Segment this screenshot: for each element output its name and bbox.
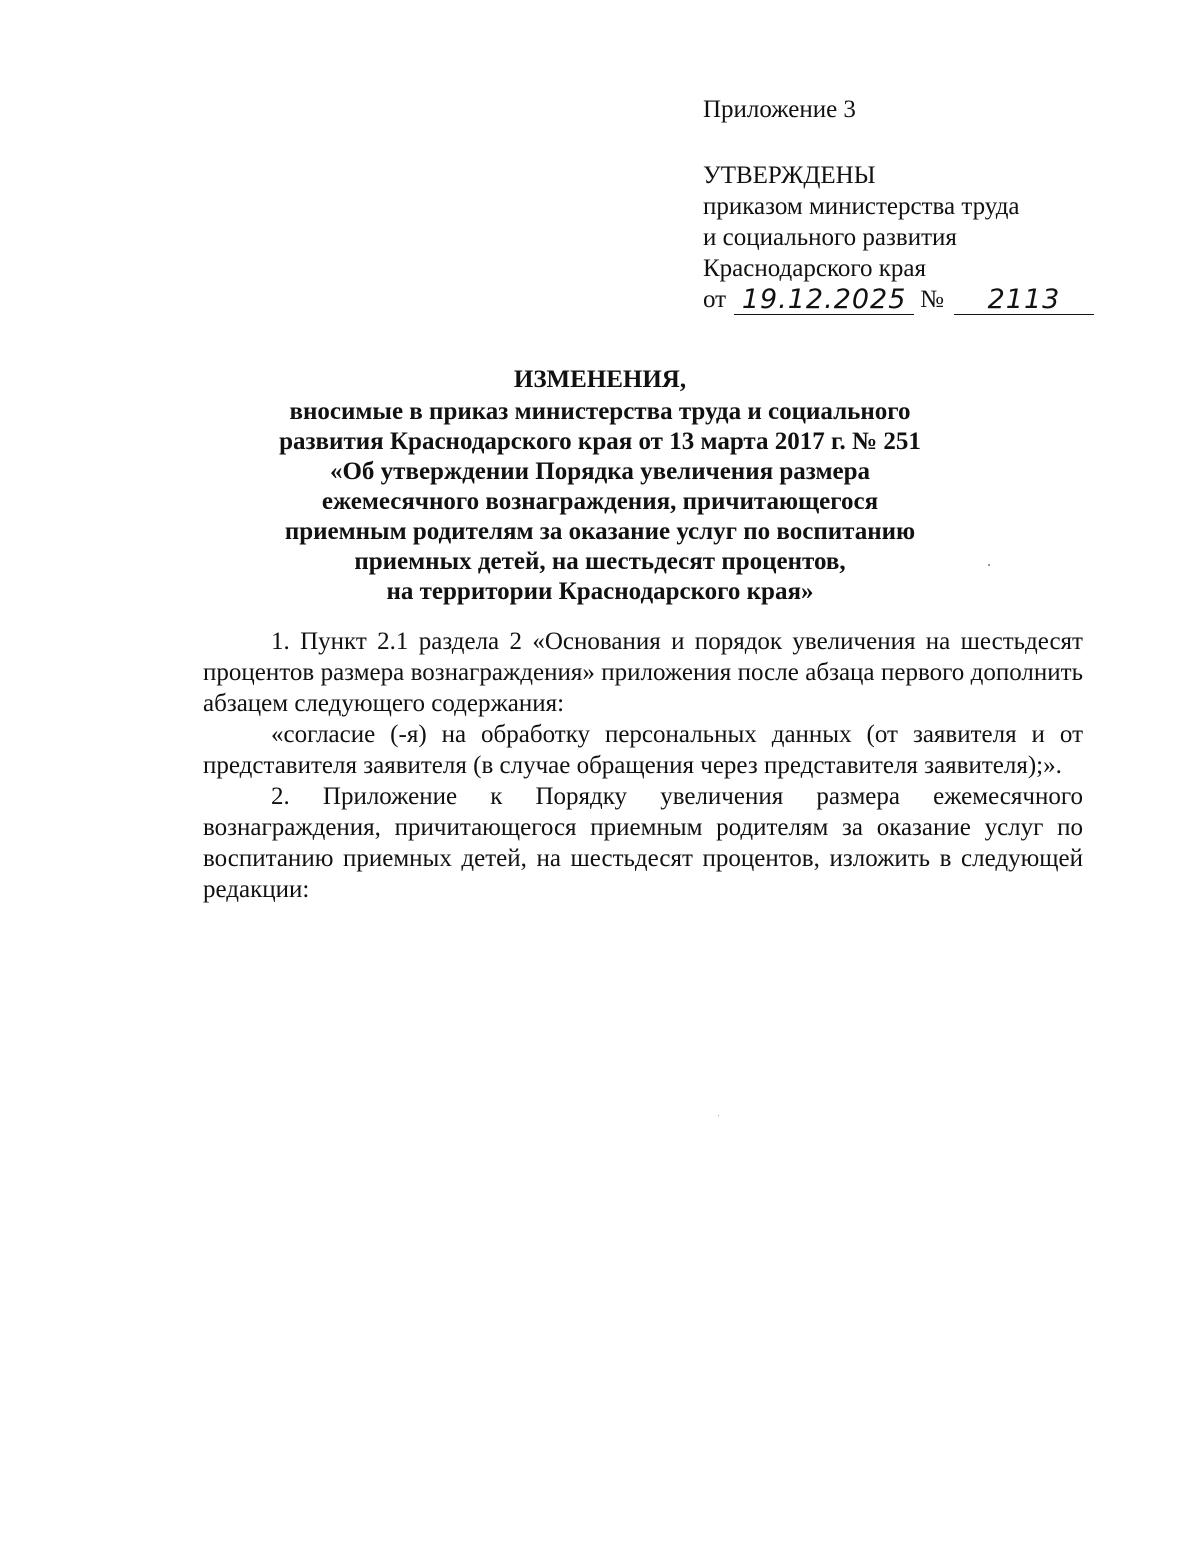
handwritten-date: 19.12.2025 [734, 286, 914, 315]
paragraph-quote: «согласие (-я) на обработку персональных данных (от заявителя и от представителя заявителя (в случае обращения через представителя заявителя);». [203, 721, 1083, 779]
handwritten-number: 2113 [954, 286, 1094, 315]
title-line: «Об утверждении Порядка увеличения размера [329, 458, 871, 485]
paragraph-1: 1. Пункт 2.1 раздела 2 «Основания и порядок увеличения на шестьдесят процентов размера вознаграждения» приложения после абзаца первого дополнить абзацем следующего содержания: [203, 628, 1083, 717]
approval-line-1: приказом министерства труда [703, 193, 1020, 220]
scan-speck [988, 564, 990, 566]
date-prefix: от [703, 286, 727, 313]
title-line: на территории Краснодарского края» [386, 578, 814, 605]
document-body [203, 626, 1083, 905]
approval-date-line [703, 284, 1123, 315]
title-line: вносимые в приказ министерства труда и социального [289, 398, 911, 425]
title-heading: ИЗМЕНЕНИЯ, [513, 366, 687, 393]
title-line: развития Краснодарского края от 13 марта 2017 г. № 251 [279, 428, 921, 455]
paragraph-2: 2. Приложение к Порядку увеличения размера ежемесячного вознаграждения, причитающегося приемным родителям за оказание услуг по воспитанию приемных детей, на шестьдесят процентов, изложить в следующей редакции: [203, 783, 1083, 903]
scan-speck [718, 1115, 719, 1116]
approval-block [703, 94, 1123, 315]
title-line: приемным родителям за оказание услуг по воспитанию [284, 518, 916, 545]
approval-line-3: Краснодарского края [703, 255, 926, 282]
title-line: приемных детей, на шестьдесят процентов, [354, 548, 846, 575]
document-title [150, 365, 1050, 607]
approved-label: УТВЕРЖДЕНЫ [703, 162, 876, 189]
number-sign: № [920, 286, 944, 313]
appendix-label: Приложение 3 [703, 96, 856, 123]
approval-line-2: и социального развития [703, 224, 957, 251]
title-line: ежемесячного вознаграждения, причитающегося [321, 488, 879, 515]
